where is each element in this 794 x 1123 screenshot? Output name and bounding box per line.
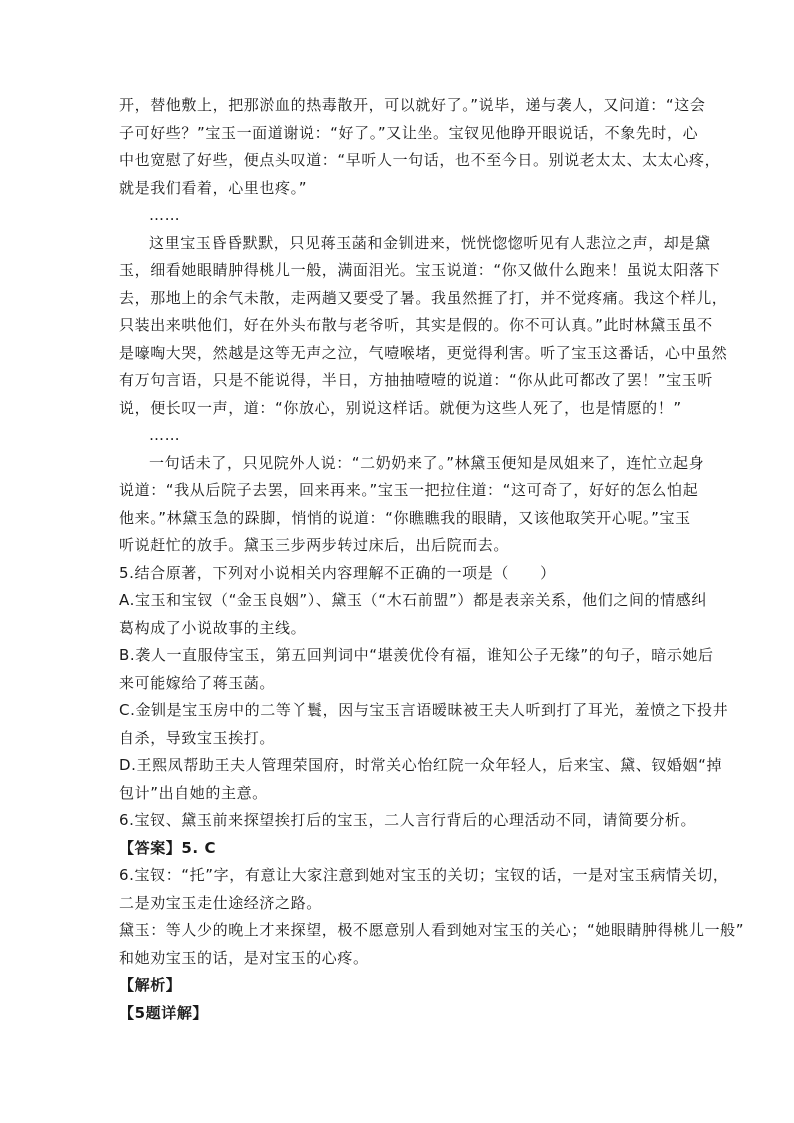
answer-heading: 【答案】5. C xyxy=(119,839,217,857)
option-d: D.王熙凤帮助王夫人管理荣国府，时常关心怡红院一众年轻人，后来宝、黛、钗婚姻“掉 xyxy=(119,756,723,774)
q5-detail-heading: 【5题详解】 xyxy=(119,1004,209,1022)
text-line: 玉，细看她眼睛肿得桃儿一般，满面泪光。宝玉说道：“你又做什么跑来！虽说太阳落下 xyxy=(119,261,721,279)
text-line: 中也宽慰了好些，便点头叹道：“早听人一句话，也不至今日。别说老太太、太太心疼， xyxy=(119,151,721,169)
text-line: 他来。”林黛玉急的跺脚，悄悄的说道：“你瞧瞧我的眼睛，又该他取笑开心呢。”宝玉 xyxy=(119,509,691,527)
text-line: 就是我们看着，心里也疼。” xyxy=(119,179,308,197)
text-line: 这里宝玉昏昏默默，只见蒋玉菡和金钏进来，恍恍惚惚听见有人悲泣之声，却是黛 xyxy=(149,234,711,252)
answer-6-daiyu-cont: 和她劝宝玉的话，是对宝玉的心疼。 xyxy=(119,949,369,967)
text-line: 是嚎啕大哭，然越是这等无声之泣，气噎喉堵，更觉得利害。听了宝玉这番话，心中虽然 xyxy=(119,344,728,362)
answer-6-daiyu: 黛玉：等人少的晚上才来探望，极不愿意别人看到她对宝玉的关心；“她眼睛肿得桃儿一般” xyxy=(119,921,745,939)
ellipsis-line: …… xyxy=(149,206,181,224)
text-line: 有万句言语，只是不能说得，半日，方抽抽噎噎的说道：“你从此可都改了罢！”宝玉听 xyxy=(119,371,713,389)
answer-6-cont: 二是劝宝玉走仕途经济之路。 xyxy=(119,894,322,912)
text-line: 子可好些？”宝玉一面道谢说：“好了。”又让坐。宝钗见他睁开眼说话，不象先时，心 xyxy=(119,124,699,142)
text-line: 说，便长叹一声，道：“你放心，别说这样话。就便为这些人死了，也是情愿的！” xyxy=(119,399,682,417)
text-line: 说道：“我从后院子去罢，回来再来。”宝玉一把拉住道：“这可奇了，好好的怎么怕起 xyxy=(119,481,699,499)
option-c: C.金钏是宝玉房中的二等丫鬟，因与宝玉言语暧昧被王夫人听到打了耳光，羞愤之下投井 xyxy=(119,701,729,719)
option-d-cont: 包计”出自她的主意。 xyxy=(119,784,268,802)
option-b-cont: 来可能嫁给了蒋玉菡。 xyxy=(119,674,276,692)
option-a-cont: 葛构成了小说故事的主线。 xyxy=(119,619,307,637)
question-6: 6.宝钗、黛玉前来探望挨打后的宝玉，二人言行背后的心理活动不同，请简要分析。 xyxy=(119,811,697,829)
answer-6: 6.宝钗：“托”字，有意让大家注意到她对宝玉的关切；宝钗的话，一是对宝玉病情关切， xyxy=(119,866,729,884)
text-line: 开，替他敷上，把那淤血的热毒散开，可以就好了。”说毕，递与袭人，又问道：“这会 xyxy=(119,96,706,114)
question-5: 5.结合原著，下列对小说相关内容理解不正确的一项是（ ） xyxy=(119,564,556,582)
option-a: A.宝玉和宝钗（“金玉良姻”）、黛玉（“木石前盟”）都是表亲关系，他们之间的情感纠 xyxy=(119,591,707,609)
ellipsis-line: …… xyxy=(149,426,181,444)
option-b: B.袭人一直服侍宝玉，第五回判词中“堪羡优伶有福，谁知公子无缘”的句子，暗示她后 xyxy=(119,646,714,664)
text-line: 听说赶忙的放手。黛玉三步两步转过床后，出后院而去。 xyxy=(119,536,510,554)
option-c-cont: 自杀，导致宝玉挨打。 xyxy=(119,729,276,747)
text-line: 去，那地上的余气未散，走两趟又要受了暑。我虽然捱了打，并不觉疼痛。我这个样儿， xyxy=(119,289,728,307)
text-line: 只装出来哄他们，好在外头布散与老爷听，其实是假的。你不可认真。”此时林黛玉虽不 xyxy=(119,316,713,334)
analysis-heading: 【解析】 xyxy=(119,976,182,994)
text-line: 一句话未了，只见院外人说：“二奶奶来了。”林黛玉便知是凤姐来了，连忙立起身 xyxy=(149,454,705,472)
